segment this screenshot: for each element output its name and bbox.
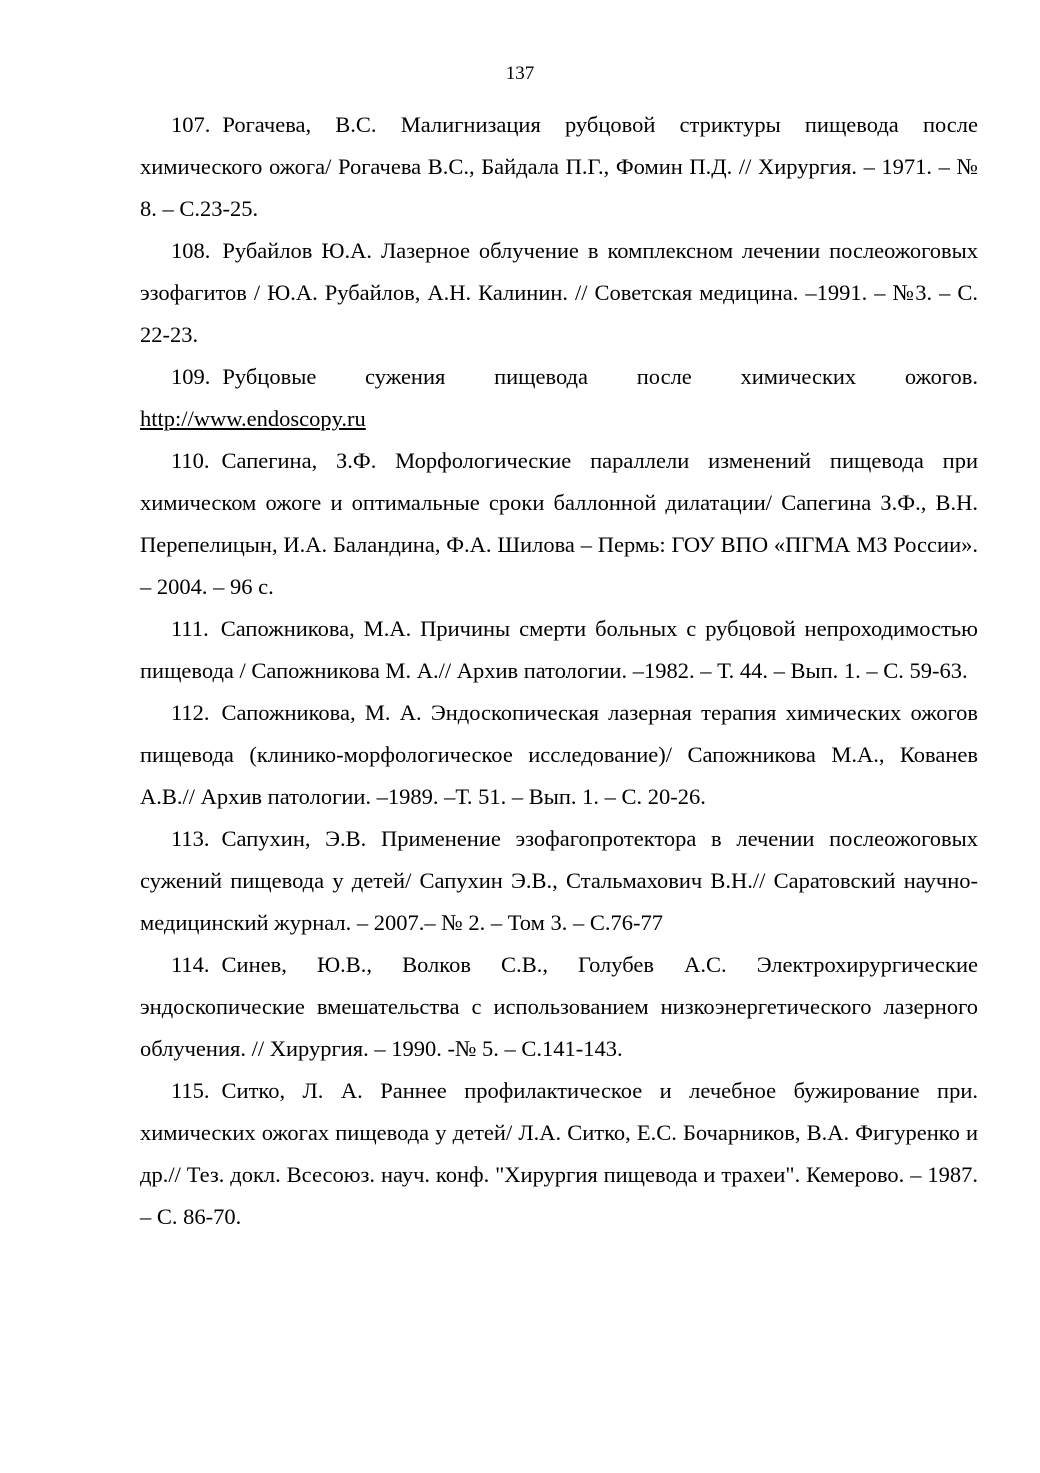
reference-text: Синев, Ю.В., Волков С.В., Голубев А.С. Электрохирургические эндоскопические вмешательства с использованием низкоэнергетического лазерного облучения. // Хирургия. – 1990. -№ 5. – С.141-143. (140, 952, 978, 1061)
reference-number: 111. (171, 616, 209, 641)
reference-item (140, 608, 978, 692)
reference-item (140, 356, 978, 440)
reference-link[interactable]: http://www.endoscopy.ru (140, 406, 366, 431)
reference-text: Рубцовые сужения пищевода после химических ожогов. (222, 364, 978, 389)
reference-item (140, 440, 978, 608)
reference-number: 115. (171, 1078, 210, 1103)
reference-text: Сапожникова, М. А. Эндоскопическая лазерная терапия химических ожогов пищевода (клинико-морфологическое исследование)/ Сапожникова М.А., Кованев А.В.// Архив патологии. –1989. –Т. 51. – Вып. 1. – С. 20-26. (140, 700, 978, 809)
reference-number: 114. (171, 952, 210, 977)
reference-number: 112. (171, 700, 210, 725)
reference-text: Сапегина, З.Ф. Морфологические параллели изменений пищевода при химическом ожоге и оптимальные сроки баллонной дилатации/ Сапегина З.Ф., В.Н. Перепелицын, И.А. Баландина, Ф.А. Шилова – Пермь: ГОУ ВПО «ПГМА МЗ России». – 2004. – 96 с. (140, 448, 978, 599)
reference-item (140, 818, 978, 944)
reference-item (140, 104, 978, 230)
reference-item (140, 944, 978, 1070)
reference-text: Рубайлов Ю.А. Лазерное облучение в комплексном лечении послеожоговых эзофагитов / Ю.А. Рубайлов, А.Н. Калинин. // Советская медицина. –1991. – №3. – С. 22-23. (140, 238, 978, 347)
reference-item (140, 692, 978, 818)
reference-number: 108. (171, 238, 211, 263)
reference-number: 107. (171, 112, 211, 137)
reference-item (140, 230, 978, 356)
reference-number: 110. (171, 448, 210, 473)
reference-number: 113. (171, 826, 210, 851)
reference-list (140, 104, 978, 1238)
page-number: 137 (505, 63, 535, 84)
reference-number: 109. (171, 364, 211, 389)
reference-text: Сапожникова, М.А. Причины смерти больных с рубцовой непроходимостью пищевода / Сапожникова М. А.// Архив патологии. –1982. – Т. 44. – Вып. 1. – С. 59-63. (140, 616, 978, 683)
reference-text: Сапухин, Э.В. Применение эзофагопротектора в лечении послеожоговых сужений пищевода у детей/ Сапухин Э.В., Стальмахович В.Н.// Саратовский научно-медицинский журнал. – 2007.– № 2. – Том 3. – С.76-77 (140, 826, 978, 935)
reference-text: Рогачева, В.С. Малигнизация рубцовой стриктуры пищевода после химического ожога/ Рогачева В.С., Байдала П.Г., Фомин П.Д. // Хирургия. – 1971. – № 8. – С.23-25. (140, 112, 978, 221)
reference-text: Ситко, Л. А. Раннее профилактическое и лечебное бужирование при. химических ожогах пищевода у детей/ Л.А. Ситко, Е.С. Бочарников, В.А. Фигуренко и др.// Тез. докл. Всесоюз. науч. конф. "Хирургия пищевода и трахеи". Кемерово. – 1987. – С. 86-70. (140, 1078, 978, 1229)
reference-item (140, 1070, 978, 1238)
